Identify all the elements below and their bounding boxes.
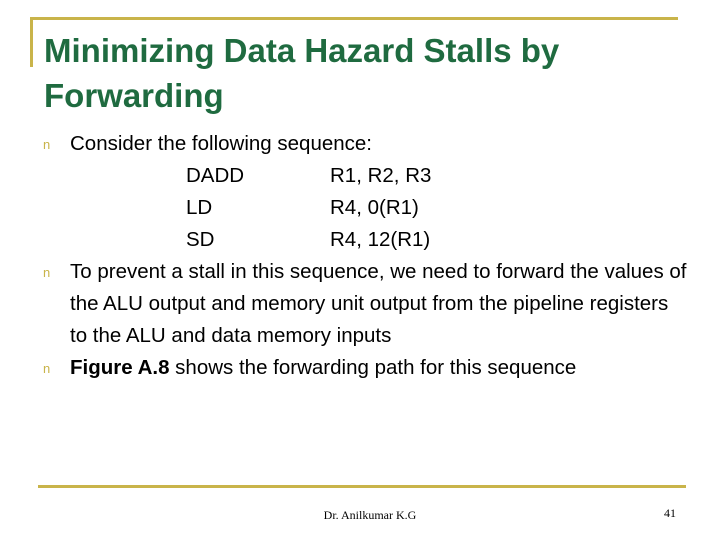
bullet-marker-icon: n bbox=[43, 265, 51, 280]
frame-top-rule bbox=[30, 17, 678, 20]
code-line bbox=[70, 160, 690, 192]
code-opcode: LD bbox=[186, 196, 213, 219]
bullet-marker-icon: n bbox=[43, 361, 51, 376]
slide-title: Minimizing Data Hazard Stalls by Forwarding bbox=[44, 32, 560, 114]
code-line bbox=[70, 224, 690, 256]
footer-rule bbox=[38, 485, 686, 488]
bullet-marker-icon: n bbox=[43, 137, 51, 152]
bullet-list bbox=[0, 128, 720, 384]
bullet-forwarding-text: To prevent a stall in this sequence, we need to forward the values of the ALU output and memory unit output from the pipeline registers to the ALU and data memory inputs bbox=[70, 260, 687, 347]
bullet-item-forwarding bbox=[0, 256, 720, 352]
bullet-item-figure bbox=[0, 352, 720, 384]
page-number: 41 bbox=[664, 506, 676, 520]
frame-left-rule bbox=[30, 17, 33, 67]
figure-description: shows the forwarding path for this sequence bbox=[169, 356, 577, 379]
figure-reference: Figure A.8 bbox=[70, 356, 170, 379]
code-operands: R4, 12(R1) bbox=[330, 228, 431, 251]
code-operands: R1, R2, R3 bbox=[330, 164, 432, 187]
code-opcode: DADD bbox=[186, 164, 245, 187]
code-opcode: SD bbox=[186, 228, 215, 251]
bullet-item-sequence bbox=[0, 128, 720, 256]
bullet-figure-text bbox=[70, 352, 690, 384]
bullet-intro-text: Consider the following sequence: bbox=[70, 132, 372, 155]
footer-author: Dr. Anilkumar K.G bbox=[323, 508, 417, 522]
code-operands: R4, 0(R1) bbox=[330, 196, 419, 219]
code-line bbox=[70, 192, 690, 224]
